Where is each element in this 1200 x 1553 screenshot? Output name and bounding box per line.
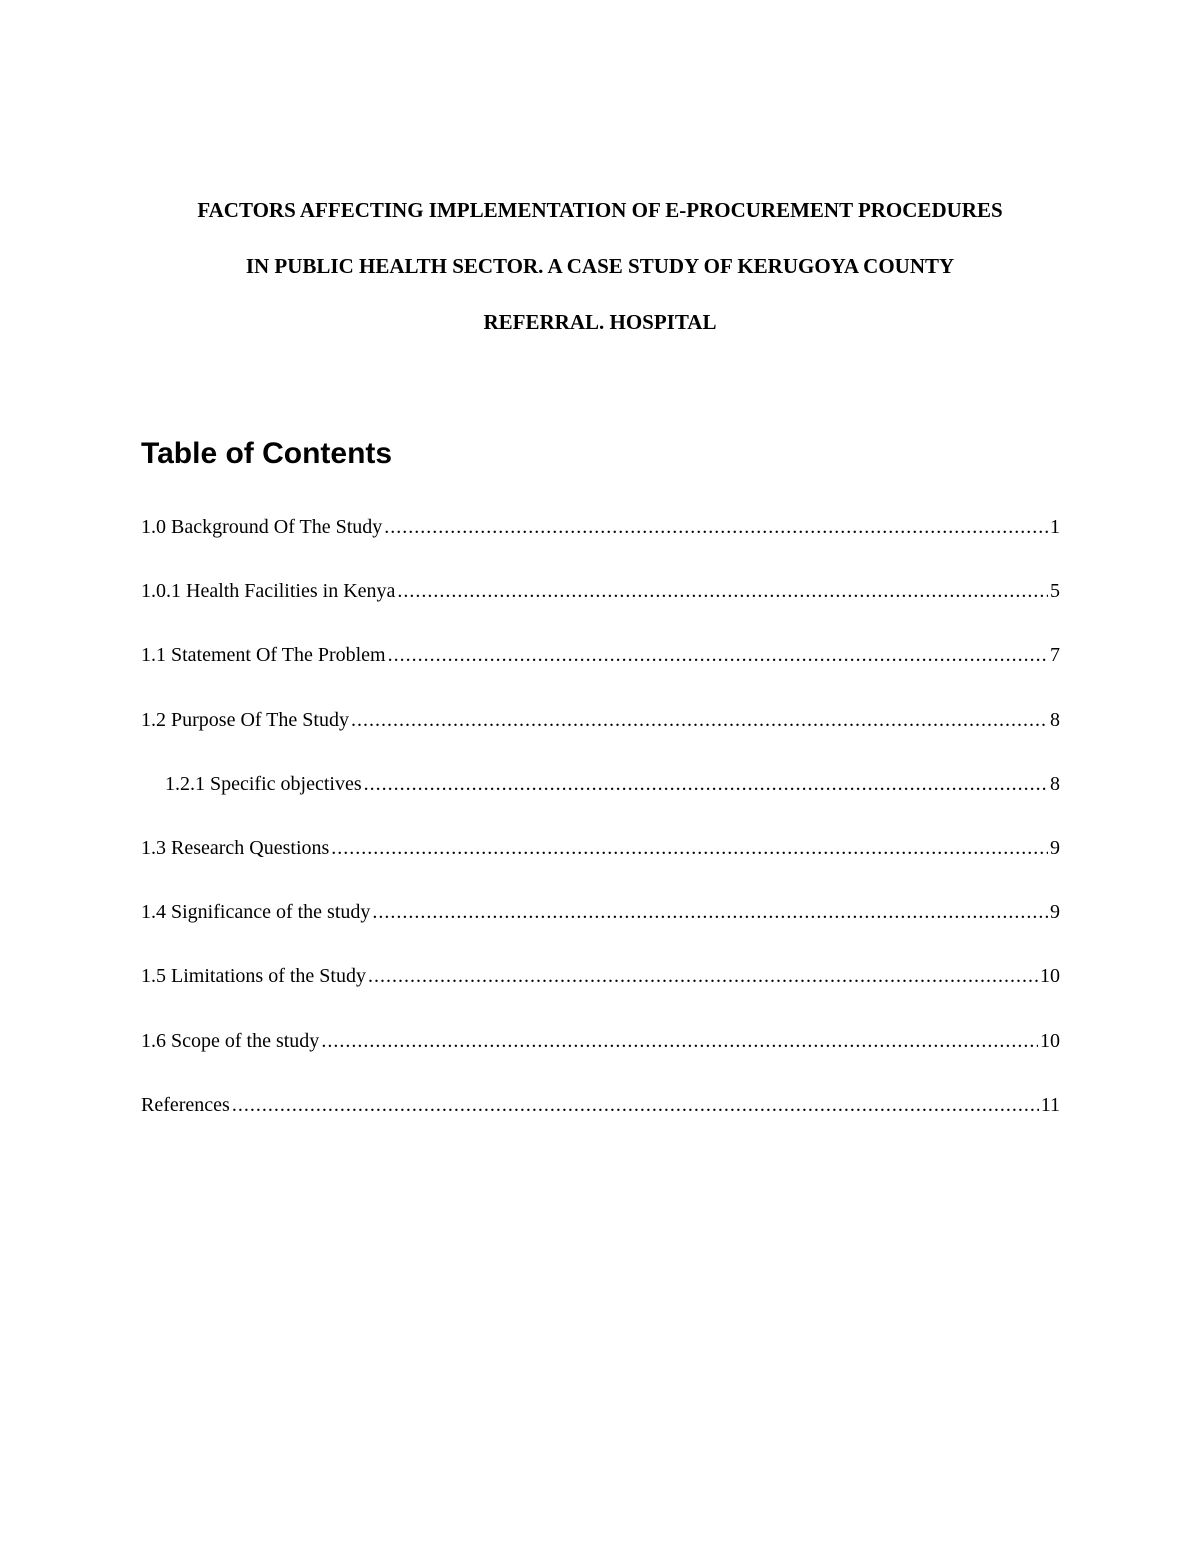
toc-dot-leader (321, 1026, 1038, 1056)
toc-entry-page: 9 (1050, 836, 1060, 859)
toc-entry-label: References (141, 1093, 230, 1116)
toc-dot-leader (372, 897, 1048, 927)
toc-dot-leader (232, 1090, 1039, 1120)
toc-dot-leader (351, 705, 1048, 735)
toc-entry-page: 10 (1040, 965, 1060, 988)
title-line-2: IN PUBLIC HEALTH SECTOR. A CASE STUDY OF KERUGOYA COUNTY (245, 254, 955, 278)
toc-entry-scope[interactable] (141, 1026, 1060, 1090)
toc-entry-health-facilities[interactable] (141, 576, 1060, 640)
toc-entry-page: 8 (1050, 708, 1060, 731)
toc-entry-label: 1.0 Background Of The Study (141, 516, 383, 538)
toc-entry-specific-objectives[interactable] (141, 769, 1060, 833)
table-of-contents (141, 512, 1060, 1154)
toc-entry-page: 7 (1050, 644, 1060, 667)
document-title (140, 196, 1060, 364)
toc-entry-label: 1.2.1 Specific objectives (165, 772, 362, 795)
toc-entry-purpose[interactable] (141, 705, 1060, 769)
toc-entry-label: 1.6 Scope of the study (141, 1029, 320, 1052)
toc-heading: Table of Contents (141, 437, 393, 470)
toc-entry-page: 8 (1050, 772, 1060, 795)
toc-entry-label: 1.3 Research Questions (141, 836, 330, 859)
title-line-3: REFERRAL. HOSPITAL (483, 310, 717, 334)
toc-entry-page: 9 (1050, 901, 1060, 924)
toc-entry-label: 1.0.1 Health Facilities in Kenya (141, 580, 396, 603)
toc-entry-limitations[interactable] (141, 961, 1060, 1025)
toc-dot-leader (388, 640, 1048, 670)
title-line-1: FACTORS AFFECTING IMPLEMENTATION OF E-PROCUREMENT PROCEDURES (197, 198, 1003, 222)
toc-entry-background[interactable] (141, 512, 1060, 576)
toc-entry-page: 5 (1050, 580, 1060, 603)
toc-entry-label: 1.2 Purpose Of The Study (141, 708, 349, 731)
toc-dot-leader (368, 961, 1038, 991)
toc-entry-significance[interactable] (141, 897, 1060, 961)
toc-dot-leader (364, 769, 1048, 799)
toc-dot-leader (331, 833, 1048, 863)
toc-dot-leader (397, 576, 1048, 606)
toc-entry-label: 1.5 Limitations of the Study (141, 965, 366, 988)
toc-entry-page: 10 (1040, 1029, 1060, 1052)
toc-entry-page: 11 (1040, 1093, 1060, 1116)
toc-entry-research-questions[interactable] (141, 833, 1060, 897)
toc-entry-label: 1.1 Statement Of The Problem (141, 644, 386, 667)
toc-dot-leader (384, 512, 1048, 542)
toc-entry-statement-of-problem[interactable] (141, 640, 1060, 704)
toc-entry-label: 1.4 Significance of the study (141, 901, 371, 924)
toc-entry-page: 1 (1050, 516, 1060, 538)
toc-entry-references[interactable] (141, 1090, 1060, 1154)
